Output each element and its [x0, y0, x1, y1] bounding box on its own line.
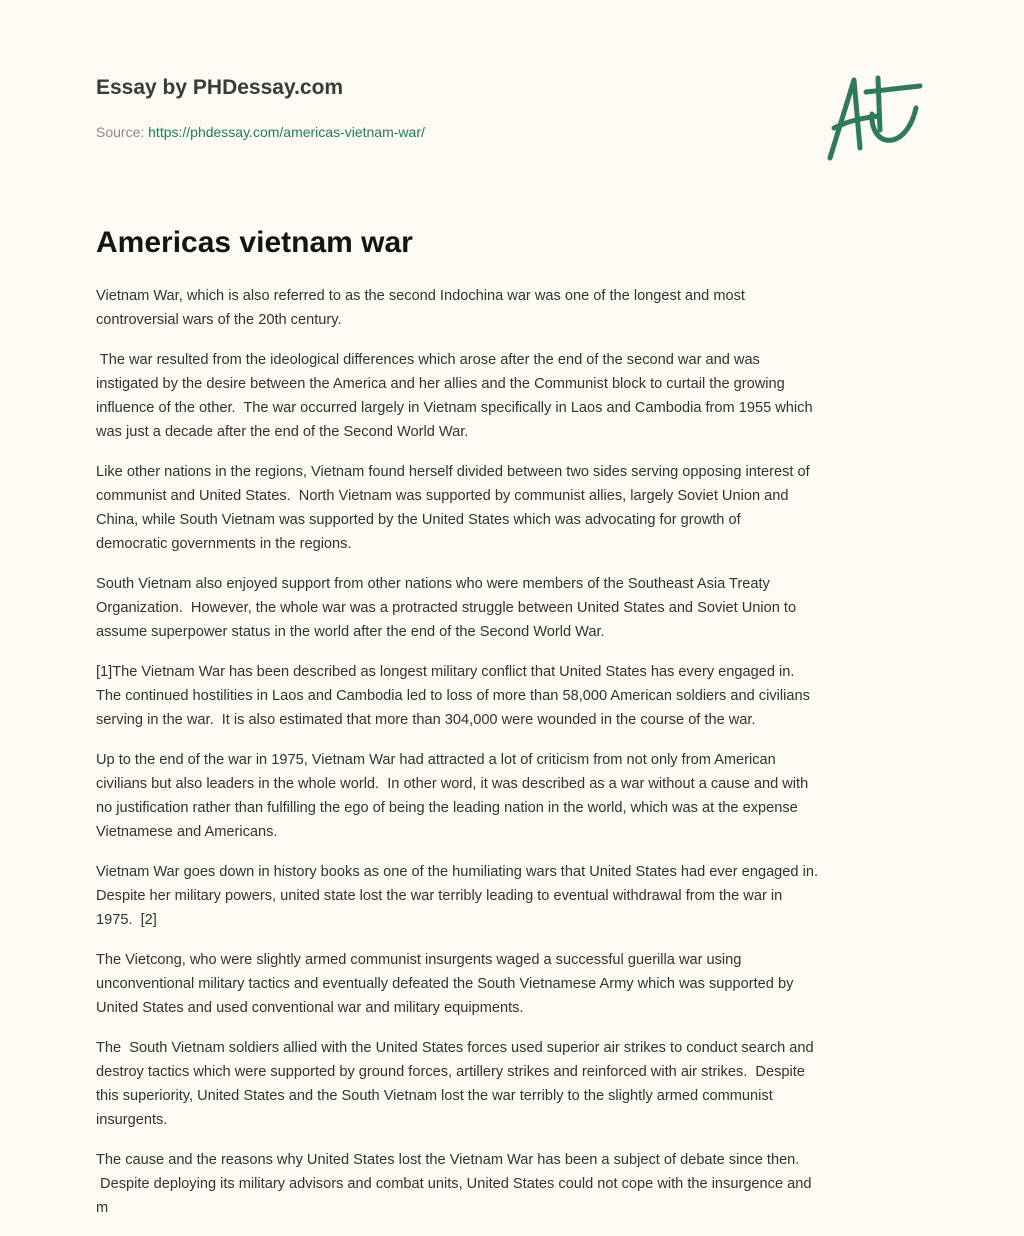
paragraph-line: democratic governments in the regions. — [96, 536, 352, 552]
paragraph-line: this superiority, United States and the South Vietnam lost the war terribly to the slightly armed communist — [96, 1088, 773, 1104]
essay-paragraph — [96, 660, 946, 732]
paragraph-line: The war resulted from the ideological differences which arose after the end of the second war and was — [96, 352, 760, 368]
essay-paragraph — [96, 348, 946, 444]
paragraph-line: Vietnamese and Americans. — [96, 824, 278, 840]
paragraph-line: civilians but also leaders in the whole world. In other word, it was described as a war without a cause and with — [96, 776, 809, 792]
essay-paragraph — [96, 1036, 946, 1132]
essay-paragraph — [96, 748, 946, 844]
paragraph-line: Vietnam War, which is also referred to as the second Indochina war was one of the longest and most — [96, 288, 745, 304]
paragraph-line: The South Vietnam soldiers allied with the United States forces used superior air strikes to conduct search and — [96, 1040, 814, 1056]
essay-paragraph — [96, 1148, 946, 1220]
essay-body — [96, 284, 946, 1236]
paragraph-line: was just a decade after the end of the Second World War. — [96, 424, 469, 440]
paragraph-line: insurgents. — [96, 1112, 168, 1128]
paragraph-line: destroy tactics which were supported by ground forces, artillery strikes and reinforced with air strikes. Despite — [96, 1064, 805, 1080]
a-plus-logo-icon — [820, 68, 930, 168]
paragraph-line: Despite deploying its military advisors and combat units, United States could not cope with the insurgence and — [96, 1176, 812, 1192]
paragraph-line: 1975. [2] — [96, 912, 157, 928]
paragraph-line: The Vietcong, who were slightly armed communist insurgents waged a successful guerilla war using — [96, 952, 742, 968]
source-label: Source: — [96, 124, 149, 140]
paragraph-line: [1]The Vietnam War has been described as longest military conflict that United States has every engaged in. — [96, 664, 795, 680]
essay-title: Americas vietnam war — [96, 226, 413, 259]
paragraph-line: United States and used conventional war and military equipments. — [96, 1000, 524, 1016]
paragraph-line: unconventional military tactics and eventually defeated the South Vietnamese Army which was supported by — [96, 976, 794, 992]
paragraph-line: Despite her military powers, united state lost the war terribly leading to eventual withdrawal from the war in — [96, 888, 783, 904]
paragraph-line: controversial wars of the 20th century. — [96, 312, 342, 328]
essay-paragraph — [96, 460, 946, 556]
paragraph-line: no justification rather than fulfilling the ego of being the leading nation in the world, which was at the expense — [96, 800, 798, 816]
paragraph-line: communist and United States. North Vietnam was supported by communist allies, largely Soviet Union and — [96, 488, 789, 504]
paragraph-line: The cause and the reasons why United States lost the Vietnam War has been a subject of debate since then. — [96, 1152, 800, 1168]
paragraph-line: Organization. However, the whole war was a protracted struggle between United States and Soviet Union to — [96, 600, 797, 616]
paragraph-line: serving in the war. It is also estimated that more than 304,000 were wounded in the course of the war. — [96, 712, 756, 728]
essay-paragraph — [96, 948, 946, 1020]
essay-paragraph — [96, 860, 946, 932]
essay-paragraph — [96, 284, 946, 332]
paragraph-line: The continued hostilities in Laos and Cambodia led to loss of more than 58,000 American soldiers and civilians — [96, 688, 810, 704]
paragraph-line: South Vietnam also enjoyed support from other nations who were members of the Southeast Asia Treaty — [96, 576, 770, 592]
source-link[interactable]: https://phdessay.com/americas-vietnam-war/ — [148, 124, 425, 140]
source-line — [96, 124, 425, 140]
paragraph-line: instigated by the desire between the America and her allies and the Communist block to curtail the growing — [96, 376, 785, 392]
paragraph-line: assume superpower status in the world after the end of the Second World War. — [96, 624, 605, 640]
paragraph-line: m — [96, 1200, 109, 1216]
paragraph-line: Like other nations in the regions, Vietnam found herself divided between two sides serving opposing interest of — [96, 464, 810, 480]
essay-paragraph — [96, 572, 946, 644]
site-brand: Essay by PHDessay.com — [96, 76, 344, 99]
paragraph-line: influence of the other. The war occurred largely in Vietnam specifically in Laos and Cambodia from 1955 which — [96, 400, 813, 416]
paragraph-line: Up to the end of the war in 1975, Vietnam War had attracted a lot of criticism from not only from American — [96, 752, 776, 768]
paragraph-line: China, while South Vietnam was supported by the United States which was advocating for growth of — [96, 512, 741, 528]
paragraph-line: Vietnam War goes down in history books as one of the humiliating wars that United States had ever engaged in. — [96, 864, 818, 880]
